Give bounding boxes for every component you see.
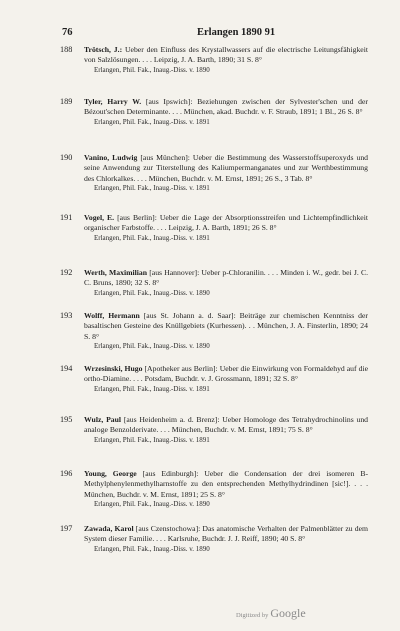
entry-title: [aus Hannover]: Ueber p-Chloranilin. . . . Minden i. W., gedr. bei J. C. C. Bruns, 1890; 32 S. 8° [84, 268, 369, 288]
entry-189 [62, 97, 368, 127]
entry-note: Erlangen, Phil. Fak., Inaug.-Diss. v. 1891 [94, 117, 210, 126]
entry-text [84, 415, 368, 436]
entry-text [84, 45, 368, 66]
entry-number: 190 [60, 153, 73, 162]
entry-note: Erlangen, Phil. Fak., Inaug.-Diss. v. 1890 [94, 65, 210, 74]
entry-text [84, 268, 368, 289]
entry-note: Erlangen, Phil. Fak., Inaug.-Diss. v. 1890 [94, 499, 210, 508]
entry-author: Trötsch, J.: [84, 45, 123, 54]
entry-author: Tyler, Harry W. [84, 97, 142, 106]
entry-192 [62, 268, 368, 298]
entry-author: Zawada, Karol [84, 524, 134, 533]
entry-number: 197 [60, 524, 73, 533]
page-header [62, 27, 362, 41]
entry-191 [62, 213, 368, 243]
entry-number: 189 [60, 97, 73, 106]
entry-text [84, 364, 368, 385]
entry-194 [62, 364, 368, 394]
entry-number: 195 [60, 415, 73, 424]
entry-title: [aus Heidenheim a. d. Brenz]: Ueber Homologe des Tetrahydrochinolins und analoge Benzolderivate. . . . München, Buchdr. v. M. Ernst, 1891; 75 S. 8° [84, 415, 369, 435]
entry-title: [aus Ipswich]: Beziehungen zwischen der Sylvester'schen und der Bézout'schen Determinante. . . . München, akad. Buchdr. v. F. Straub, 1891; 1 Bl., 26 S. 8° [84, 97, 368, 117]
entry-author: Young, George [84, 469, 137, 478]
entry-text [84, 311, 368, 342]
entry-author: Wolff, Hermann [84, 311, 140, 320]
watermark-brand: Google [270, 606, 306, 620]
running-title: Erlangen 1890 91 [197, 27, 276, 38]
entry-text [84, 97, 368, 118]
entry-195 [62, 415, 368, 445]
entry-number: 192 [60, 268, 73, 277]
entry-193 [62, 311, 368, 351]
entry-number: 194 [60, 364, 73, 373]
entry-text [84, 469, 368, 500]
entry-author: Vanino, Ludwig [84, 153, 138, 162]
entry-title: [aus Czenstochowa]: Das anatomische Verhalten der Palmenblätter zu dem System dieser Familie. . . . Karlsruhe, Buchdr. J. J. Reiff, 1890; 40 S. 8° [84, 524, 369, 544]
entry-number: 193 [60, 311, 73, 320]
entry-188 [62, 45, 368, 75]
entry-note: Erlangen, Phil. Fak., Inaug.-Diss. v. 1890 [94, 288, 210, 297]
entry-note: Erlangen, Phil. Fak., Inaug.-Diss. v. 1891 [94, 233, 210, 242]
entry-note: Erlangen, Phil. Fak., Inaug.-Diss. v. 1891 [94, 384, 210, 393]
entry-author: Werth, Maximilian [84, 268, 148, 277]
entry-note: Erlangen, Phil. Fak., Inaug.-Diss. v. 1890 [94, 341, 210, 350]
entry-title: Ueber den Einfluss des Krystallwassers auf die electrische Leitungsfähigkeit von Salzlösungen. . . . Leipzig, J. A. Barth, 1890; 31 S. 8° [84, 45, 368, 65]
entry-number: 191 [60, 213, 73, 222]
digitized-watermark [236, 606, 306, 621]
entry-197 [62, 524, 368, 554]
entry-author: Vogel, E. [84, 213, 115, 222]
entry-title: [aus Berlin]: Ueber die Lage der Absorptionsstreifen und Lichtempfindlichkeit organischer Farbstoffe. . . . Leipzig, J. A. Barth, 1891; 26 S. 8° [84, 213, 368, 233]
entry-author: Wulz, Paul [84, 415, 122, 424]
entry-196 [62, 469, 368, 509]
entry-title: [aus München]: Ueber die Bestimmung des Wasserstoffsuperoxyds und seine Anwendung zur Titerstellung des Kaliumpermanganates und zur Werthbestimmung des Chlorkalkes. . . . München, Buchdr. v. M. Ernst, 1891; 26 S., 3 Tab. 8° [84, 153, 369, 183]
page-number: 76 [62, 27, 73, 38]
entry-number: 196 [60, 469, 73, 478]
entry-note: Erlangen, Phil. Fak., Inaug.-Diss. v. 1891 [94, 183, 210, 192]
watermark-prefix: Digitized by [236, 612, 269, 619]
entry-text [84, 153, 368, 184]
entry-note: Erlangen, Phil. Fak., Inaug.-Diss. v. 1891 [94, 435, 210, 444]
entry-title: [aus St. Johann a. d. Saar]: Beiträge zur chemischen Kenntniss der basaltischen Gesteine des Knüllgebiets (Kurhessen). . . München, J. A. Finsterlin, 1890; 24 S. 8° [84, 311, 368, 341]
entry-190 [62, 153, 368, 193]
entry-title: [Apotheker aus Berlin]: Ueber die Einwirkung von Formaldehyd auf die ortho-Diamine. . . . Potsdam, Buchdr. v. J. Grossmann, 1891; 32 S. 8° [84, 364, 368, 384]
entry-note: Erlangen, Phil. Fak., Inaug.-Diss. v. 1890 [94, 544, 210, 553]
entry-text [84, 524, 368, 545]
entry-text [84, 213, 368, 234]
entry-number: 188 [60, 45, 73, 54]
entry-title: [aus Edinburgh]: Ueber die Condensation der drei isomeren B-Methylphenylenmethylharnstoffe zu den entsprechenden Methylhydrindinen [sic!]. . . . München, Buchdr. v. M. Ernst, 1891; 25 S. 8° [84, 469, 369, 499]
entry-author: Wrzesinski, Hugo [84, 364, 143, 373]
